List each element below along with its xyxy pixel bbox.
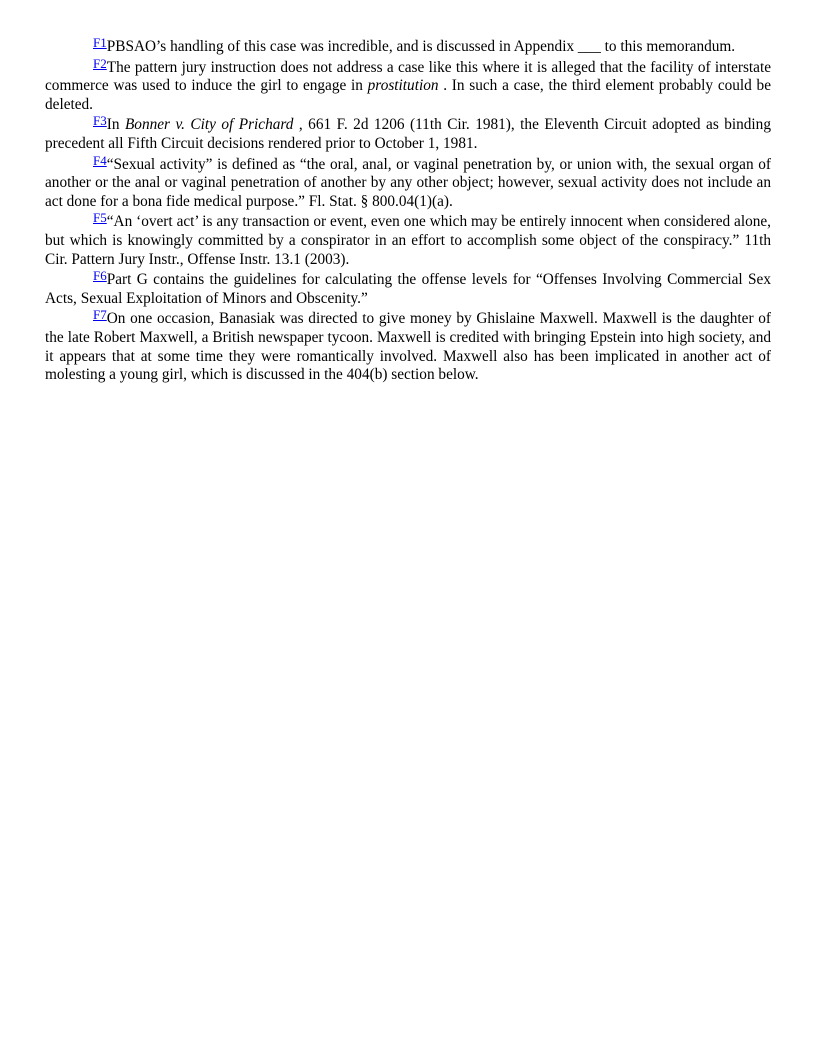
footnote-6	[45, 268, 771, 308]
footnote-2-text-end: . In such a case, the third element probably could be deleted.	[45, 77, 771, 113]
footnote-link-f7[interactable]: F7	[93, 307, 107, 323]
footnote-3-text-end: , 661 F. 2d 1206 (11th Cir. 1981), the Eleventh Circuit adopted as binding precedent all Fifth Circuit decisions rendered prior to October 1, 1981.	[45, 116, 771, 152]
footnote-5	[45, 210, 771, 269]
footnote-2-text: The pattern jury instruction does not address a case like this where it is alleged that the facility of interstate commerce was used to induce the girl to engage in	[45, 58, 771, 95]
footnote-2	[45, 55, 771, 115]
footnote-2-emphasis: prostitution	[367, 77, 439, 95]
footnote-link-f2[interactable]: F2	[93, 55, 107, 71]
footnote-7	[45, 307, 771, 384]
footnote-1	[45, 35, 771, 57]
footnote-5-text: “An ‘overt act’ is any transaction or event, even one which may be entirely innocent when considered alone, but which is knowingly committed by a conspirator in an effort to accomplish some object of the conspiracy.” 11th Cir. Pattern Jury Instr., Offense Instr. 13.1 (2003).	[45, 213, 771, 268]
footnote-7-text: On one occasion, Banasiak was directed to give money by Ghislaine Maxwell. Maxwell is the daughter of the late Robert Maxwell, a British newspaper tycoon. Maxwell is credited with bringing Epstein into high society, and it appears that at some time they were romantically involved. Maxwell also has been implicated in another act of molesting a young girl, which is discussed in the 404(b) section below.	[45, 310, 771, 384]
footnote-3-case-name: Bonner v. City of Prichard	[124, 116, 294, 134]
footnote-3	[45, 113, 771, 153]
footnote-link-f1[interactable]: F1	[93, 35, 107, 50]
footnote-3-text: In	[106, 116, 125, 134]
footnote-link-f4[interactable]: F4	[93, 152, 107, 168]
footnote-4-text: “Sexual activity” is defined as “the oral, anal, or vaginal penetration by, or union with, the sexual organ of another or the anal or vaginal penetration of another by any other object; however, sexual activity does not include an act done for a bona fide medical purpose.” Fl. Stat. § 800.04(1)(a).	[45, 155, 771, 210]
footnote-link-f6[interactable]: F6	[93, 268, 107, 284]
footnote-link-f3[interactable]: F3	[93, 113, 107, 129]
footnote-link-f5[interactable]: F5	[93, 210, 107, 226]
footnotes-section	[45, 35, 771, 387]
footnote-4	[45, 152, 771, 212]
footnote-6-text: Part G contains the guidelines for calculating the offense levels for “Offenses Involving Commercial Sex Acts, Sexual Exploitation of Minors and Obscenity.”	[45, 271, 771, 307]
footnote-1-text: PBSAO’s handling of this case was incredible, and is discussed in Appendix ___ to this memorandum.	[106, 38, 736, 55]
